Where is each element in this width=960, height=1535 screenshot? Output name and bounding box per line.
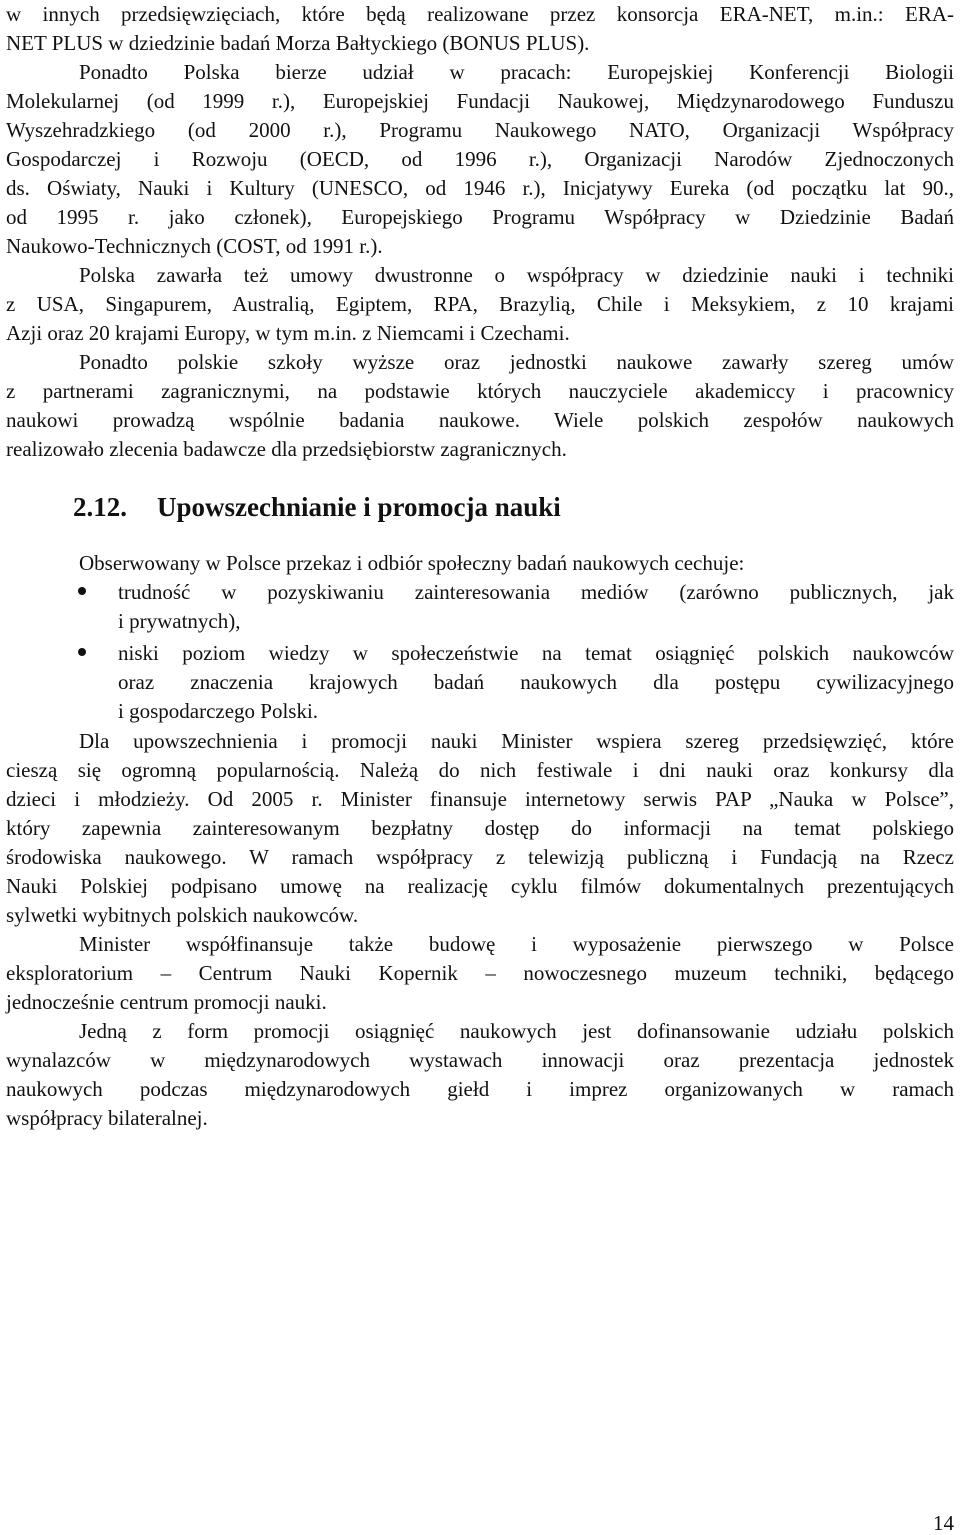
text-line: w innych przedsięwzięciach, które będą realizowane przez konsorcja ERA-NET, m.in.: ERA- <box>6 2 954 26</box>
list-item-line: oraz znaczenia krajowych badań naukowych dla postępu cywilizacyjnego <box>118 670 954 694</box>
section-title: Upowszechnianie i promocja nauki <box>157 492 561 522</box>
text-line: Ponadto polskie szkoły wyższe oraz jednostki naukowe zawarły szereg umów <box>79 350 954 374</box>
text-line: sylwetki wybitnych polskich naukowców. <box>6 903 359 927</box>
text-line: naukowych podczas międzynarodowych giełd i imprez organizowanych w ramach <box>6 1077 954 1101</box>
bullet-icon <box>78 648 86 656</box>
text-line: z partnerami zagranicznymi, na podstawie których nauczyciele akademiccy i pracownicy <box>6 379 954 403</box>
text-line: Wyszehradzkiego (od 2000 r.), Programu Naukowego NATO, Organizacji Współpracy <box>6 118 954 142</box>
bullet-icon <box>78 587 86 595</box>
text-line: Minister współfinansuje także budowę i wyposażenie pierwszego w Polsce <box>79 932 954 956</box>
text-line: Dla upowszechnienia i promocji nauki Minister wspiera szereg przedsięwzięć, które <box>79 729 954 753</box>
text-line: Azji oraz 20 krajami Europy, w tym m.in. z Niemcami i Czechami. <box>6 321 570 345</box>
text-line: Gospodarczej i Rozwoju (OECD, od 1996 r.), Organizacji Narodów Zjednoczonych <box>6 147 954 171</box>
text-line: eksploratorium – Centrum Nauki Kopernik – nowoczesnego muzeum techniki, będącego <box>6 961 954 985</box>
page-number: 14 <box>933 1511 954 1535</box>
text-line: cieszą się ogromną popularnością. Należą do nich festiwale i dni nauki oraz konkursy dla <box>6 758 954 782</box>
text-line: Ponadto Polska bierze udział w pracach: Europejskiej Konferencji Biologii <box>79 60 954 84</box>
list-item-line: trudność w pozyskiwaniu zainteresowania mediów (zarówno publicznych, jak <box>118 580 954 604</box>
text-line: jednocześnie centrum promocji nauki. <box>6 990 327 1014</box>
text-line: Jedną z form promocji osiągnięć naukowych jest dofinansowanie udziału polskich <box>79 1019 954 1043</box>
text-line: współpracy bilateralnej. <box>6 1106 208 1130</box>
text-line: dzieci i młodzieży. Od 2005 r. Minister finansuje internetowy serwis PAP „Nauka w Polsce”, <box>6 787 954 811</box>
text-line: Obserwowany w Polsce przekaz i odbiór społeczny badań naukowych cechuje: <box>79 551 745 575</box>
list-item-line: i prywatnych), <box>118 609 241 633</box>
text-line: Naukowo-Technicznych (COST, od 1991 r.). <box>6 234 383 258</box>
text-line: który zapewnia zainteresowanym bezpłatny dostęp do informacji na temat polskiego <box>6 816 954 840</box>
list-item-line: niski poziom wiedzy w społeczeństwie na temat osiągnięć polskich naukowców <box>118 641 954 665</box>
list-item-line: i gospodarczego Polski. <box>118 699 319 723</box>
text-line: z USA, Singapurem, Australią, Egiptem, RPA, Brazylią, Chile i Meksykiem, z 10 krajami <box>6 292 954 316</box>
text-line: Molekularnej (od 1999 r.), Europejskiej Fundacji Naukowej, Międzynarodowego Funduszu <box>6 89 954 113</box>
text-line: wynalazców w międzynarodowych wystawach innowacji oraz prezentacja jednostek <box>6 1048 954 1072</box>
text-line: od 1995 r. jako członek), Europejskiego Programu Współpracy w Dziedzinie Badań <box>6 205 954 229</box>
text-line: realizowało zlecenia badawcze dla przedsiębiorstw zagranicznych. <box>6 437 567 461</box>
text-line: NET PLUS w dziedzinie badań Morza Bałtyckiego (BONUS PLUS). <box>6 31 590 55</box>
text-line: Nauki Polskiej podpisano umowę na realizację cyklu filmów dokumentalnych prezentujących <box>6 874 954 898</box>
text-line: naukowi prowadzą wspólnie badania naukowe. Wiele polskich zespołów naukowych <box>6 408 954 432</box>
text-line: środowiska naukowego. W ramach współpracy z telewizją publiczną i Fundacją na Rzecz <box>6 845 954 869</box>
text-line: Polska zawarła też umowy dwustronne o współpracy w dziedzinie nauki i techniki <box>79 263 954 287</box>
section-number: 2.12. <box>73 492 127 522</box>
text-line: ds. Oświaty, Nauki i Kultury (UNESCO, od 1946 r.), Inicjatywy Eureka (od początku lat 90., <box>6 176 954 200</box>
